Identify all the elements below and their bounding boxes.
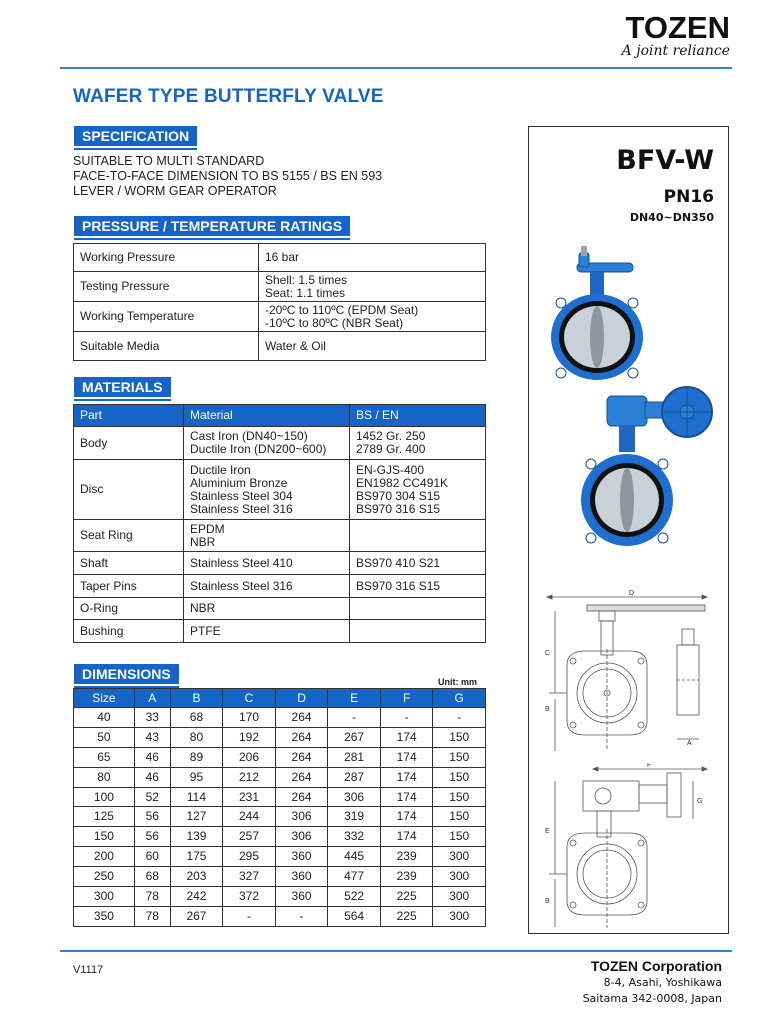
brand-name: TOZEN <box>625 10 730 45</box>
dimension-cell: 150 <box>74 827 135 847</box>
materials-table <box>73 404 486 643</box>
dimension-cell: 267 <box>170 906 223 926</box>
table-row <box>74 460 486 520</box>
dimension-cell: 68 <box>170 708 223 728</box>
lever-valve-image <box>547 241 651 401</box>
dimension-cell: 264 <box>275 727 328 747</box>
drawing-label-a: A <box>687 740 692 747</box>
table-row <box>74 332 486 361</box>
dimension-cell: 150 <box>433 827 486 847</box>
dimension-cell: 174 <box>380 747 433 767</box>
dimension-cell: 264 <box>275 767 328 787</box>
version-label: V1117 <box>73 964 104 976</box>
dimension-cell: 206 <box>223 747 276 767</box>
dimension-cell: 174 <box>380 727 433 747</box>
dimension-cell: 350 <box>74 906 135 926</box>
dimension-cell: 319 <box>328 807 381 827</box>
dimension-cell: 295 <box>223 847 276 867</box>
rating-value: 16 bar <box>259 244 486 272</box>
dimension-cell: 372 <box>223 887 276 907</box>
dimension-cell: 114 <box>170 787 223 807</box>
dimension-cell: 56 <box>134 807 170 827</box>
material-name: Stainless Steel 316 <box>184 575 350 598</box>
rating-label: Working Pressure <box>74 244 259 272</box>
dimension-cell: 33 <box>134 708 170 728</box>
column-header: Size <box>74 689 135 708</box>
rating-label: Suitable Media <box>74 332 259 361</box>
dimension-cell: 522 <box>328 887 381 907</box>
table-row <box>74 767 486 787</box>
dimension-cell: - <box>380 708 433 728</box>
material-name: Cast Iron (DN40~150) Ductile Iron (DN200~600) <box>184 427 350 460</box>
dimension-cell: 170 <box>223 708 276 728</box>
column-header: G <box>433 689 486 708</box>
dimension-cell: - <box>275 906 328 926</box>
dimension-cell: 445 <box>328 847 381 867</box>
size-range: DN40~DN350 <box>629 211 714 224</box>
specification-lines <box>73 154 382 199</box>
rating-label: Testing Pressure <box>74 272 259 302</box>
gear-dimension-drawing <box>537 763 727 933</box>
ratings-heading: PRESSURE / TEMPERATURE RATINGS <box>74 216 350 236</box>
column-header: Part <box>74 405 184 427</box>
dimension-cell: 80 <box>170 727 223 747</box>
table-row <box>74 302 486 332</box>
column-header: E <box>328 689 381 708</box>
material-standard <box>350 598 486 620</box>
dimension-cell: 68 <box>134 867 170 887</box>
dimension-cell: 239 <box>380 867 433 887</box>
dimension-cell: 257 <box>223 827 276 847</box>
specification-heading: SPECIFICATION <box>74 126 197 146</box>
materials-heading: MATERIALS <box>74 377 171 397</box>
material-part: O-Ring <box>74 598 184 620</box>
material-name: PTFE <box>184 620 350 643</box>
column-header: F <box>380 689 433 708</box>
material-standard <box>350 520 486 552</box>
dimension-cell: 564 <box>328 906 381 926</box>
dimension-cell: 139 <box>170 827 223 847</box>
table-row <box>74 272 486 302</box>
material-name: Stainless Steel 410 <box>184 552 350 575</box>
table-row <box>74 244 486 272</box>
dimension-cell: 150 <box>433 747 486 767</box>
dimension-cell: 300 <box>433 847 486 867</box>
table-row <box>74 807 486 827</box>
drawing-label-g: G <box>697 798 703 805</box>
drawing-label-c: C <box>545 650 551 657</box>
lever-dimension-drawing <box>537 589 727 761</box>
brand-tagline: A joint reliance <box>621 43 730 59</box>
dimension-cell: 264 <box>275 708 328 728</box>
dimension-cell: 300 <box>433 887 486 907</box>
dimension-cell: 306 <box>275 827 328 847</box>
dimension-cell: 46 <box>134 767 170 787</box>
table-row <box>74 827 486 847</box>
dimension-cell: 287 <box>328 767 381 787</box>
dimension-cell: 65 <box>74 747 135 767</box>
table-header-row <box>74 689 486 708</box>
column-header: BS / EN <box>350 405 486 427</box>
material-part: Bushing <box>74 620 184 643</box>
dimension-cell: - <box>328 708 381 728</box>
dimension-cell: 225 <box>380 887 433 907</box>
dimension-cell: 50 <box>74 727 135 747</box>
product-panel <box>528 126 729 934</box>
dimension-cell: 264 <box>275 787 328 807</box>
dimension-cell: 477 <box>328 867 381 887</box>
dimension-cell: 150 <box>433 787 486 807</box>
drawing-label-b2: B <box>545 898 550 905</box>
rating-value: Shell: 1.5 times Seat: 1.1 times <box>259 272 486 302</box>
dimension-cell: 95 <box>170 767 223 787</box>
material-standard: EN-GJS-400 EN1982 CC491K BS970 304 S15 BS970 316 S15 <box>350 460 486 520</box>
dimension-cell: 89 <box>170 747 223 767</box>
dimension-cell: 78 <box>134 887 170 907</box>
dimension-cell: 100 <box>74 787 135 807</box>
unit-label: Unit: mm <box>438 677 477 687</box>
dimension-cell: 300 <box>433 906 486 926</box>
column-header: D <box>275 689 328 708</box>
dimension-cell: 242 <box>170 887 223 907</box>
column-header: C <box>223 689 276 708</box>
dimension-cell: 203 <box>170 867 223 887</box>
dimension-cell: 360 <box>275 867 328 887</box>
dimension-cell: 327 <box>223 867 276 887</box>
table-row <box>74 727 486 747</box>
dimension-cell: 46 <box>134 747 170 767</box>
dimension-cell: 150 <box>433 727 486 747</box>
model-name: BFV-W <box>616 145 714 176</box>
table-row <box>74 620 486 643</box>
column-header: B <box>170 689 223 708</box>
dimension-cell: 43 <box>134 727 170 747</box>
spec-line: LEVER / WORM GEAR OPERATOR <box>73 184 277 198</box>
spec-line: FACE-TO-FACE DIMENSION TO BS 5155 / BS EN 593 <box>73 169 383 183</box>
dimension-cell: - <box>433 708 486 728</box>
dimension-cell: 281 <box>328 747 381 767</box>
dimension-cell: 52 <box>134 787 170 807</box>
table-row <box>74 598 486 620</box>
table-row <box>74 787 486 807</box>
table-row <box>74 575 486 598</box>
material-part: Seat Ring <box>74 520 184 552</box>
drawing-label-d: D <box>629 590 635 597</box>
dimension-cell: 175 <box>170 847 223 867</box>
material-name: Ductile Iron Aluminium Bronze Stainless Steel 304 Stainless Steel 316 <box>184 460 350 520</box>
dimension-cell: 40 <box>74 708 135 728</box>
dimension-cell: 264 <box>275 747 328 767</box>
material-standard: 1452 Gr. 250 2789 Gr. 400 <box>350 427 486 460</box>
dimension-cell: 250 <box>74 867 135 887</box>
table-header-row <box>74 405 486 427</box>
material-standard <box>350 620 486 643</box>
table-row <box>74 887 486 907</box>
dimension-cell: 225 <box>380 906 433 926</box>
dimension-cell: 150 <box>433 767 486 787</box>
footer-divider <box>60 950 732 952</box>
material-standard: BS970 410 S21 <box>350 552 486 575</box>
drawing-label-e: E <box>545 828 550 835</box>
drawing-label-b: B <box>545 706 550 713</box>
table-row <box>74 708 486 728</box>
material-part: Taper Pins <box>74 575 184 598</box>
material-standard: BS970 316 S15 <box>350 575 486 598</box>
material-part: Disc <box>74 460 184 520</box>
column-header: Material <box>184 405 350 427</box>
table-row <box>74 552 486 575</box>
dimension-cell: 127 <box>170 807 223 827</box>
table-row <box>74 427 486 460</box>
dimension-cell: 306 <box>275 807 328 827</box>
material-part: Shaft <box>74 552 184 575</box>
rating-label: Working Temperature <box>74 302 259 332</box>
table-row <box>74 747 486 767</box>
drawing-label-f: F <box>647 763 652 769</box>
dimension-cell: 174 <box>380 767 433 787</box>
dimension-cell: 360 <box>275 847 328 867</box>
dimension-cell: 332 <box>328 827 381 847</box>
dimension-cell: 267 <box>328 727 381 747</box>
dimension-cell: 300 <box>74 887 135 907</box>
address-line-1: 8-4, Asahi, Yoshikawa <box>603 976 722 989</box>
material-name: EPDM NBR <box>184 520 350 552</box>
dimension-cell: 174 <box>380 827 433 847</box>
pressure-class: PN16 <box>663 187 714 207</box>
dimensions-table <box>73 688 486 927</box>
dimension-cell: 80 <box>74 767 135 787</box>
dimension-cell: 231 <box>223 787 276 807</box>
dimension-cell: 78 <box>134 906 170 926</box>
dimension-cell: 192 <box>223 727 276 747</box>
company-name: TOZEN Corporation <box>590 958 722 974</box>
page-title: WAFER TYPE BUTTERFLY VALVE <box>73 86 384 107</box>
dimension-cell: 56 <box>134 827 170 847</box>
gear-valve-image <box>579 382 719 560</box>
dimension-cell: 60 <box>134 847 170 867</box>
dimension-cell: 150 <box>433 807 486 827</box>
material-part: Body <box>74 427 184 460</box>
dimension-cell: 212 <box>223 767 276 787</box>
dimension-cell: - <box>223 906 276 926</box>
dimension-cell: 200 <box>74 847 135 867</box>
table-row <box>74 867 486 887</box>
rating-value: Water & Oil <box>259 332 486 361</box>
table-row <box>74 520 486 552</box>
table-row <box>74 847 486 867</box>
dimension-cell: 174 <box>380 787 433 807</box>
dimension-cell: 306 <box>328 787 381 807</box>
dimension-cell: 360 <box>275 887 328 907</box>
dimension-cell: 244 <box>223 807 276 827</box>
spec-line: SUITABLE TO MULTI STANDARD <box>73 154 265 168</box>
dimension-cell: 125 <box>74 807 135 827</box>
dimension-cell: 300 <box>433 867 486 887</box>
material-name: NBR <box>184 598 350 620</box>
dimension-cell: 174 <box>380 807 433 827</box>
rating-value: -20ºC to 110ºC (EPDM Seat) -10ºC to 80ºC (NBR Seat) <box>259 302 486 332</box>
header-divider <box>60 67 732 69</box>
company-block <box>583 958 722 1007</box>
brand-logo <box>622 12 730 59</box>
table-row <box>74 906 486 926</box>
ratings-table <box>73 243 486 361</box>
dimensions-heading: DIMENSIONS <box>74 664 179 684</box>
column-header: A <box>134 689 170 708</box>
dimension-cell: 239 <box>380 847 433 867</box>
address-line-2: Saitama 342-0008, Japan <box>582 992 722 1005</box>
